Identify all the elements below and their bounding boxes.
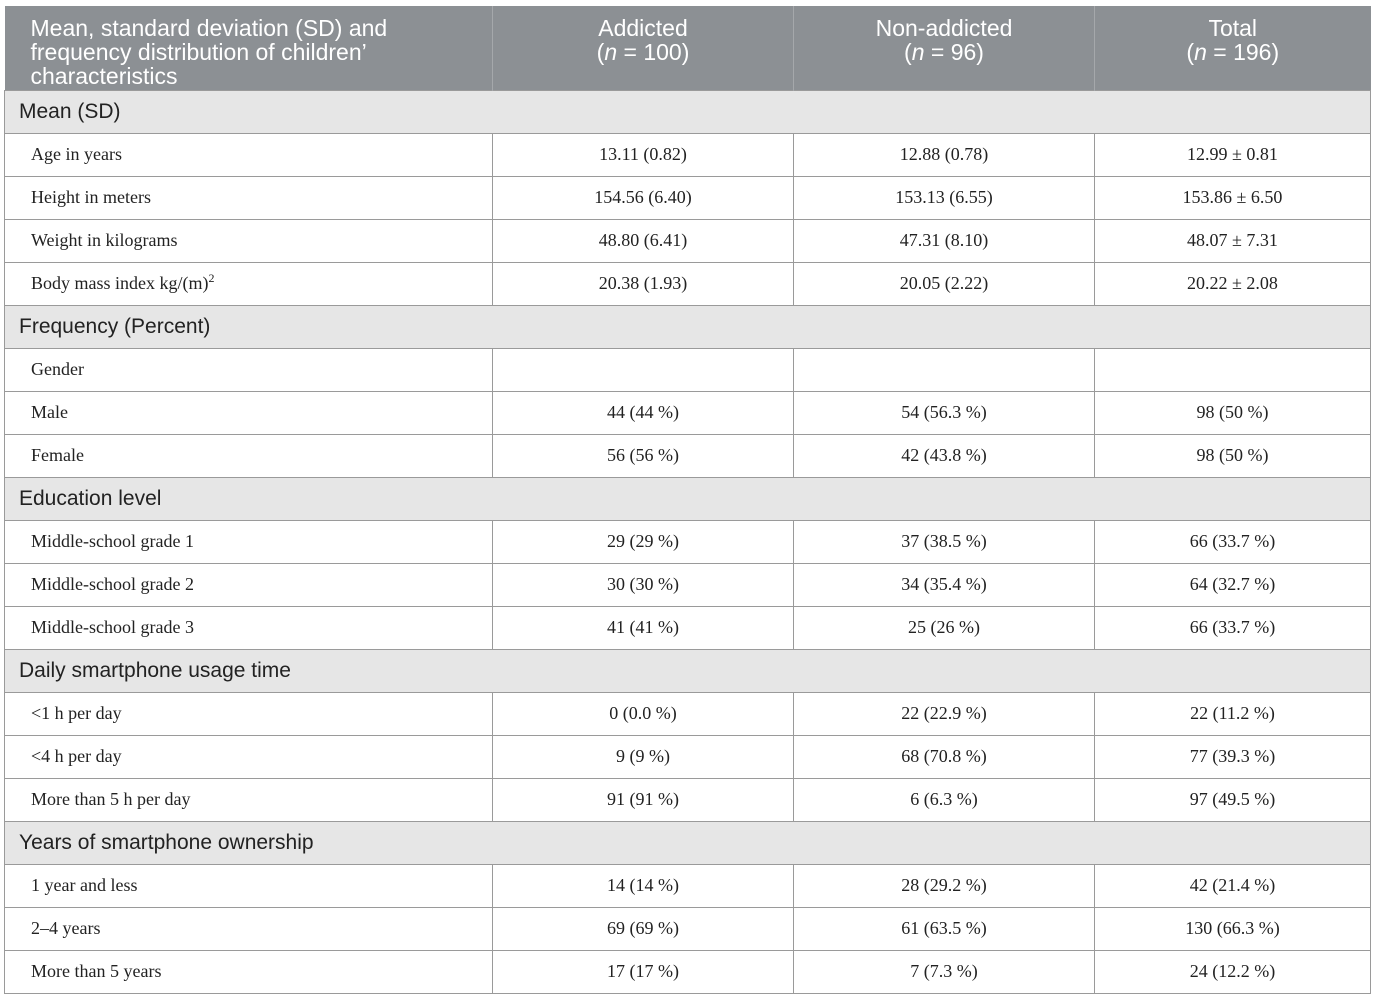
header-non-addicted-n: (n = 96)	[904, 39, 984, 65]
table-row	[5, 520, 1371, 563]
table-row	[5, 262, 1371, 305]
row-label: Age in years	[5, 133, 493, 176]
row-label: Weight in kilograms	[5, 219, 493, 262]
section-title: Mean (SD)	[5, 90, 1371, 133]
cell-total: 77 (39.3 %)	[1095, 735, 1371, 778]
row-label: Female	[5, 434, 493, 477]
cell-total: 98 (50 %)	[1095, 434, 1371, 477]
cell-addicted: 9 (9 %)	[493, 735, 794, 778]
row-label: Height in meters	[5, 176, 493, 219]
row-label: Gender	[5, 348, 493, 391]
cell-addicted: 44 (44 %)	[493, 391, 794, 434]
characteristics-table	[4, 6, 1371, 994]
cell-addicted: 29 (29 %)	[493, 520, 794, 563]
section-title: Daily smartphone usage time	[5, 649, 1371, 692]
table-row	[5, 563, 1371, 606]
cell-addicted: 56 (56 %)	[493, 434, 794, 477]
table-row	[5, 219, 1371, 262]
cell-non-addicted: 25 (26 %)	[794, 606, 1095, 649]
cell-total: 48.07 ± 7.31	[1095, 219, 1371, 262]
table-row	[5, 735, 1371, 778]
cell-addicted: 14 (14 %)	[493, 864, 794, 907]
header-addicted-label: Addicted	[598, 15, 688, 41]
table-row	[5, 391, 1371, 434]
table-row	[5, 778, 1371, 821]
header-total-label: Total	[1208, 15, 1258, 41]
cell-non-addicted: 37 (38.5 %)	[794, 520, 1095, 563]
cell-total	[1095, 348, 1371, 391]
header-addicted-n: (n = 100)	[596, 39, 690, 65]
row-label: Male	[5, 391, 493, 434]
cell-total: 42 (21.4 %)	[1095, 864, 1371, 907]
header-non-addicted	[794, 6, 1095, 90]
bmi-superscript: 2	[208, 271, 215, 285]
cell-non-addicted: 34 (35.4 %)	[794, 563, 1095, 606]
header-total-n: (n = 196)	[1186, 39, 1280, 65]
cell-total: 153.86 ± 6.50	[1095, 176, 1371, 219]
section-title: Frequency (Percent)	[5, 305, 1371, 348]
table-row	[5, 950, 1371, 993]
table-row	[5, 176, 1371, 219]
row-label: <4 h per day	[5, 735, 493, 778]
table-row	[5, 692, 1371, 735]
cell-non-addicted: 47.31 (8.10)	[794, 219, 1095, 262]
cell-addicted: 17 (17 %)	[493, 950, 794, 993]
cell-addicted: 20.38 (1.93)	[493, 262, 794, 305]
section-row-frequency	[5, 305, 1371, 348]
header-characteristics: Mean, standard deviation (SD) and frequency distribution of children’ characteristics	[5, 6, 493, 90]
section-row-usage	[5, 649, 1371, 692]
section-title: Years of smartphone ownership	[5, 821, 1371, 864]
row-label	[5, 262, 493, 305]
header-addicted	[493, 6, 794, 90]
cell-total: 130 (66.3 %)	[1095, 907, 1371, 950]
row-label: 1 year and less	[5, 864, 493, 907]
section-row-ownership	[5, 821, 1371, 864]
table-header-row	[5, 6, 1371, 90]
cell-total: 12.99 ± 0.81	[1095, 133, 1371, 176]
cell-addicted: 48.80 (6.41)	[493, 219, 794, 262]
row-label: Middle-school grade 1	[5, 520, 493, 563]
cell-non-addicted: 28 (29.2 %)	[794, 864, 1095, 907]
bmi-label-text: Body mass index kg/(m)	[31, 273, 209, 293]
cell-non-addicted: 42 (43.8 %)	[794, 434, 1095, 477]
row-label: Middle-school grade 2	[5, 563, 493, 606]
header-total	[1095, 6, 1371, 90]
cell-non-addicted: 61 (63.5 %)	[794, 907, 1095, 950]
cell-non-addicted: 12.88 (0.78)	[794, 133, 1095, 176]
table-row	[5, 348, 1371, 391]
cell-addicted: 154.56 (6.40)	[493, 176, 794, 219]
cell-non-addicted: 68 (70.8 %)	[794, 735, 1095, 778]
cell-addicted: 69 (69 %)	[493, 907, 794, 950]
cell-addicted: 30 (30 %)	[493, 563, 794, 606]
cell-non-addicted: 153.13 (6.55)	[794, 176, 1095, 219]
cell-total: 98 (50 %)	[1095, 391, 1371, 434]
table-row	[5, 434, 1371, 477]
cell-non-addicted: 7 (7.3 %)	[794, 950, 1095, 993]
cell-total: 66 (33.7 %)	[1095, 520, 1371, 563]
row-label: <1 h per day	[5, 692, 493, 735]
row-label: More than 5 h per day	[5, 778, 493, 821]
cell-total: 22 (11.2 %)	[1095, 692, 1371, 735]
section-row-education	[5, 477, 1371, 520]
cell-non-addicted: 22 (22.9 %)	[794, 692, 1095, 735]
row-label: 2–4 years	[5, 907, 493, 950]
cell-addicted: 0 (0.0 %)	[493, 692, 794, 735]
row-label: Middle-school grade 3	[5, 606, 493, 649]
table-row	[5, 864, 1371, 907]
section-row-mean-sd	[5, 90, 1371, 133]
cell-non-addicted: 6 (6.3 %)	[794, 778, 1095, 821]
cell-non-addicted: 20.05 (2.22)	[794, 262, 1095, 305]
cell-non-addicted: 54 (56.3 %)	[794, 391, 1095, 434]
table-row	[5, 133, 1371, 176]
cell-total: 64 (32.7 %)	[1095, 563, 1371, 606]
section-title: Education level	[5, 477, 1371, 520]
cell-total: 97 (49.5 %)	[1095, 778, 1371, 821]
cell-addicted: 13.11 (0.82)	[493, 133, 794, 176]
cell-addicted: 91 (91 %)	[493, 778, 794, 821]
table-row	[5, 606, 1371, 649]
row-label: More than 5 years	[5, 950, 493, 993]
table-row	[5, 907, 1371, 950]
cell-addicted	[493, 348, 794, 391]
cell-total: 66 (33.7 %)	[1095, 606, 1371, 649]
cell-addicted: 41 (41 %)	[493, 606, 794, 649]
cell-non-addicted	[794, 348, 1095, 391]
cell-total: 24 (12.2 %)	[1095, 950, 1371, 993]
header-non-addicted-label: Non-addicted	[875, 15, 1013, 41]
cell-total: 20.22 ± 2.08	[1095, 262, 1371, 305]
